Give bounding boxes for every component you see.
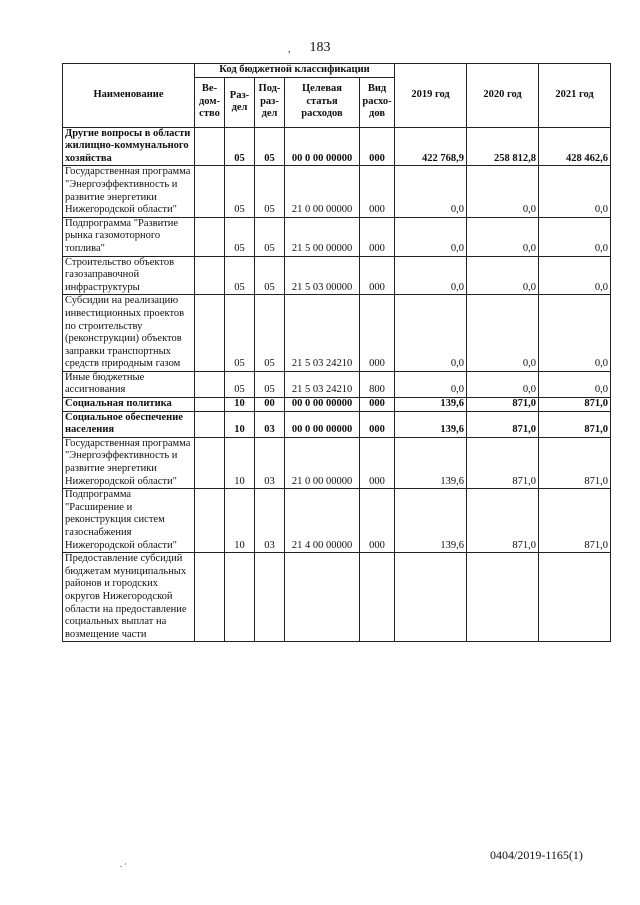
- row-name: Строительство объектов газозаправочной инфраструктуры: [63, 256, 195, 295]
- row-vid: 000: [360, 127, 395, 166]
- row-razdel: 05: [225, 256, 255, 295]
- row-2019: 0,0: [395, 166, 467, 217]
- row-2019: 139,6: [395, 489, 467, 553]
- row-name: Субсидии на реализацию инвестиционных проектов по строительству (реконструкции) объектов заправки транспортных средств природным газом: [63, 295, 195, 372]
- row-2020: 258 812,8: [467, 127, 539, 166]
- row-2019: 0,0: [395, 217, 467, 256]
- row-name: Социальное обеспечение населения: [63, 411, 195, 437]
- row-2021: [539, 553, 611, 642]
- row-vedomstvo: [195, 295, 225, 372]
- row-podrazdel: 03: [255, 437, 285, 488]
- row-vid: 800: [360, 371, 395, 397]
- row-2020: 871,0: [467, 489, 539, 553]
- row-podrazdel: 05: [255, 371, 285, 397]
- row-2019: 0,0: [395, 371, 467, 397]
- row-podrazdel: 03: [255, 489, 285, 553]
- table-row: [63, 437, 611, 488]
- row-celevaya: 21 5 00 00000: [285, 217, 360, 256]
- row-celevaya: 21 0 00 00000: [285, 166, 360, 217]
- document-code: 0404/2019-1165(1): [490, 848, 583, 862]
- table-row: [63, 398, 611, 412]
- row-razdel: [225, 553, 255, 642]
- row-podrazdel: 03: [255, 411, 285, 437]
- row-vid: 000: [360, 256, 395, 295]
- row-name: Другие вопросы в области жилищно-коммунального хозяйства: [63, 127, 195, 166]
- row-vid: 000: [360, 411, 395, 437]
- table-row: [63, 553, 611, 642]
- row-celevaya: [285, 553, 360, 642]
- row-2020: [467, 553, 539, 642]
- row-vid: 000: [360, 398, 395, 412]
- row-2020: 871,0: [467, 411, 539, 437]
- row-vedomstvo: [195, 398, 225, 412]
- row-podrazdel: 05: [255, 217, 285, 256]
- row-celevaya: 21 5 03 24210: [285, 371, 360, 397]
- table-row: [63, 166, 611, 217]
- row-vedomstvo: [195, 256, 225, 295]
- header-code-group: Код бюджетной классификации: [195, 64, 395, 78]
- row-name: Государственная программа "Энергоэффективность и развитие энергетики Нижегородской области": [63, 437, 195, 488]
- row-celevaya: 21 5 03 24210: [285, 295, 360, 372]
- row-podrazdel: 05: [255, 295, 285, 372]
- row-name: Предоставление субсидий бюджетам муниципальных районов и городских округов Нижегородской области на предоставление социальных выплат на возмещение части: [63, 553, 195, 642]
- row-2019: 0,0: [395, 295, 467, 372]
- table-row: [63, 411, 611, 437]
- row-vedomstvo: [195, 437, 225, 488]
- row-vedomstvo: [195, 371, 225, 397]
- row-razdel: 10: [225, 489, 255, 553]
- row-razdel: 05: [225, 371, 255, 397]
- row-razdel: 05: [225, 217, 255, 256]
- row-vid: [360, 553, 395, 642]
- row-name: Государственная программа "Энергоэффективность и развитие энергетики Нижегородской области": [63, 166, 195, 217]
- page-number: 183: [309, 40, 331, 55]
- row-2020: 871,0: [467, 398, 539, 412]
- row-2021: 0,0: [539, 256, 611, 295]
- row-vedomstvo: [195, 217, 225, 256]
- scan-mark-footer: . ·: [120, 860, 127, 869]
- row-celevaya: 00 0 00 00000: [285, 398, 360, 412]
- row-2021: 871,0: [539, 437, 611, 488]
- row-2021: 0,0: [539, 371, 611, 397]
- row-vid: 000: [360, 217, 395, 256]
- header-name: Наименование: [63, 64, 195, 128]
- row-2019: 139,6: [395, 437, 467, 488]
- row-2020: 0,0: [467, 371, 539, 397]
- budget-table: [62, 63, 611, 642]
- row-2021: 871,0: [539, 411, 611, 437]
- row-celevaya: 21 4 00 00000: [285, 489, 360, 553]
- table-row: [63, 217, 611, 256]
- row-vid: 000: [360, 437, 395, 488]
- scan-mark: ,: [288, 44, 291, 55]
- row-2019: 139,6: [395, 411, 467, 437]
- row-2021: 0,0: [539, 295, 611, 372]
- row-2020: 871,0: [467, 437, 539, 488]
- row-podrazdel: 05: [255, 256, 285, 295]
- header-2020: 2020 год: [467, 64, 539, 128]
- row-podrazdel: 05: [255, 127, 285, 166]
- row-razdel: 10: [225, 437, 255, 488]
- row-2021: 428 462,6: [539, 127, 611, 166]
- row-razdel: 05: [225, 127, 255, 166]
- row-vedomstvo: [195, 489, 225, 553]
- row-vid: 000: [360, 489, 395, 553]
- header-vid: Вид расхо- дов: [360, 77, 395, 127]
- table-row: [63, 371, 611, 397]
- row-vedomstvo: [195, 411, 225, 437]
- row-razdel: 10: [225, 411, 255, 437]
- table-row: [63, 295, 611, 372]
- row-razdel: 10: [225, 398, 255, 412]
- row-vedomstvo: [195, 166, 225, 217]
- row-2021: 871,0: [539, 398, 611, 412]
- row-celevaya: 00 0 00 00000: [285, 127, 360, 166]
- row-celevaya: 21 0 00 00000: [285, 437, 360, 488]
- header-celevaya: Целевая статья расходов: [285, 77, 360, 127]
- row-2021: 871,0: [539, 489, 611, 553]
- table-row: [63, 127, 611, 166]
- header-podrazdel: Под- раз- дел: [255, 77, 285, 127]
- header-2021: 2021 год: [539, 64, 611, 128]
- header-razdel: Раз- дел: [225, 77, 255, 127]
- row-2020: 0,0: [467, 217, 539, 256]
- row-vedomstvo: [195, 127, 225, 166]
- row-vedomstvo: [195, 553, 225, 642]
- row-2019: 422 768,9: [395, 127, 467, 166]
- row-celevaya: 00 0 00 00000: [285, 411, 360, 437]
- header-2019: 2019 год: [395, 64, 467, 128]
- row-vid: 000: [360, 166, 395, 217]
- row-name: Подпрограмма "Развитие рынка газомоторного топлива": [63, 217, 195, 256]
- row-razdel: 05: [225, 166, 255, 217]
- row-2019: 0,0: [395, 256, 467, 295]
- row-name: Подпрограмма "Расширение и реконструкция систем газоснабжения Нижегородской области": [63, 489, 195, 553]
- header-vedomstvo: Ве- дом- ство: [195, 77, 225, 127]
- row-podrazdel: 05: [255, 166, 285, 217]
- row-2020: 0,0: [467, 256, 539, 295]
- row-2020: 0,0: [467, 295, 539, 372]
- row-2021: 0,0: [539, 217, 611, 256]
- row-name: Социальная политика: [63, 398, 195, 412]
- row-celevaya: 21 5 03 00000: [285, 256, 360, 295]
- row-razdel: 05: [225, 295, 255, 372]
- row-podrazdel: [255, 553, 285, 642]
- row-2019: 139,6: [395, 398, 467, 412]
- row-name: Иные бюджетные ассигнования: [63, 371, 195, 397]
- row-vid: 000: [360, 295, 395, 372]
- table-row: [63, 489, 611, 553]
- row-2021: 0,0: [539, 166, 611, 217]
- row-2019: [395, 553, 467, 642]
- row-2020: 0,0: [467, 166, 539, 217]
- table-row: [63, 256, 611, 295]
- row-podrazdel: 00: [255, 398, 285, 412]
